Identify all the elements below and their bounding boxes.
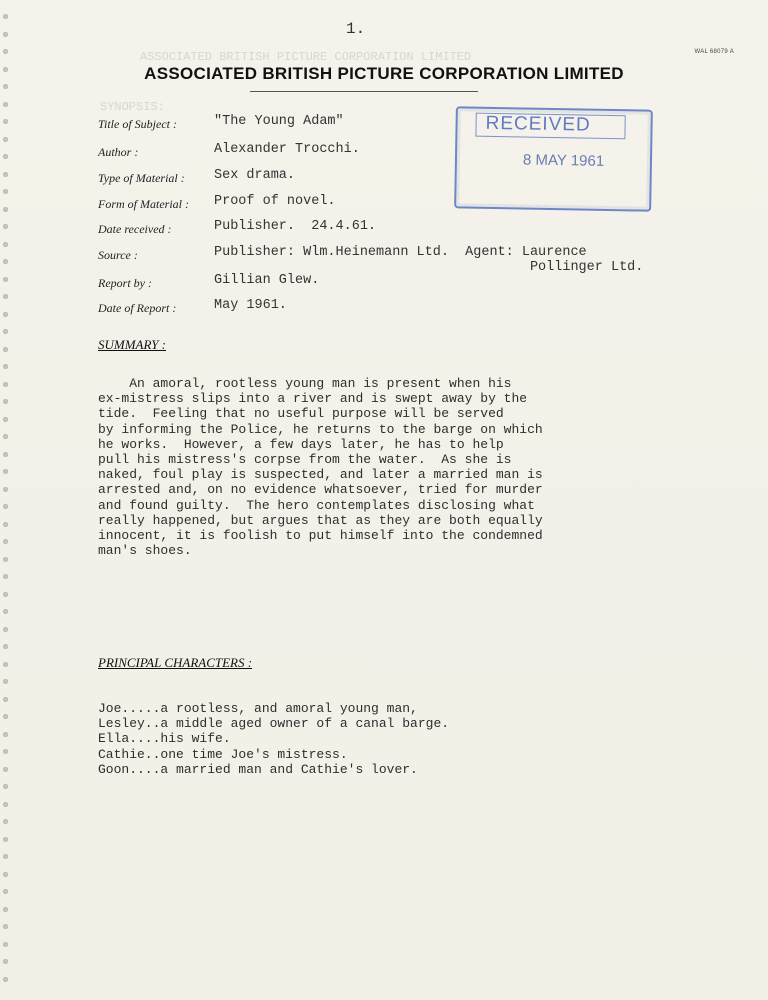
characters-heading: PRINCIPAL CHARACTERS :	[98, 655, 253, 670]
binder-hole	[3, 697, 8, 702]
field-label: Date of Report :	[98, 301, 177, 315]
binder-hole	[3, 399, 8, 404]
binder-hole	[3, 942, 8, 947]
binder-hole	[3, 819, 8, 824]
binder-hole	[3, 137, 8, 142]
company-heading: ASSOCIATED BRITISH PICTURE CORPORATION LIMITED	[144, 64, 624, 83]
field-label: Type of Material :	[98, 171, 185, 185]
field-value: Publisher: Wlm.Heinemann Ltd. Agent: Laurence Pollinger Ltd.	[214, 245, 644, 275]
characters-text: Joe.....a rootless, and amoral young man, Lesley..a middle aged owner of a canal barge. Ella....his wife. Cathie..one time Joe's mistress. Goon....a married man and Cathie's lover.	[98, 701, 450, 777]
binder-hole	[3, 259, 8, 264]
binder-hole	[3, 714, 8, 719]
binder-hole	[3, 119, 8, 124]
binder-hole	[3, 557, 8, 562]
binder-holes	[3, 14, 13, 994]
binder-hole	[3, 49, 8, 54]
field-value: Publisher. 24.4.61.	[214, 219, 377, 234]
binder-hole	[3, 522, 8, 527]
field-value: Sex drama.	[214, 168, 296, 183]
binder-hole	[3, 154, 8, 159]
binder-hole	[3, 487, 8, 492]
binder-hole	[3, 627, 8, 632]
binder-hole	[3, 347, 8, 352]
stamp-date: 8 MAY 1961	[522, 151, 605, 170]
binder-hole	[3, 959, 8, 964]
field-value: May 1961.	[214, 298, 287, 313]
stamp-title: RECEIVED	[485, 112, 591, 136]
binder-hole	[3, 84, 8, 89]
binder-hole	[3, 679, 8, 684]
binder-hole	[3, 574, 8, 579]
binder-hole	[3, 977, 8, 982]
field-date-received	[98, 217, 658, 239]
field-date-of-report	[98, 296, 658, 318]
binder-hole	[3, 312, 8, 317]
reverse-side-show-through: SYNOPSIS:	[100, 100, 165, 114]
binder-hole	[3, 504, 8, 509]
field-value: Proof of novel.	[214, 194, 336, 209]
binder-hole	[3, 837, 8, 842]
binder-hole	[3, 539, 8, 544]
binder-hole	[3, 224, 8, 229]
binder-hole	[3, 924, 8, 929]
field-label: Title of Subject :	[98, 117, 177, 131]
summary-heading: SUMMARY :	[98, 337, 167, 352]
page-number: 1.	[346, 20, 366, 38]
binder-hole	[3, 102, 8, 107]
binder-hole	[3, 854, 8, 859]
binder-hole	[3, 14, 8, 19]
binder-hole	[3, 172, 8, 177]
field-value: Alexander Trocchi.	[214, 142, 360, 157]
binder-hole	[3, 662, 8, 667]
field-label: Form of Material :	[98, 197, 189, 211]
field-label: Source :	[98, 248, 138, 262]
form-code: WAL 68079 A	[694, 49, 734, 55]
binder-hole	[3, 609, 8, 614]
field-label: Date received :	[98, 222, 172, 236]
binder-hole	[3, 767, 8, 772]
binder-hole	[3, 784, 8, 789]
binder-hole	[3, 889, 8, 894]
received-stamp	[454, 106, 653, 211]
binder-hole	[3, 382, 8, 387]
binder-hole	[3, 872, 8, 877]
binder-hole	[3, 189, 8, 194]
field-label: Report by :	[98, 276, 152, 290]
binder-hole	[3, 907, 8, 912]
binder-hole	[3, 802, 8, 807]
field-report-by	[98, 271, 658, 293]
binder-hole	[3, 277, 8, 282]
binder-hole	[3, 207, 8, 212]
binder-hole	[3, 434, 8, 439]
binder-hole	[3, 329, 8, 334]
field-label: Author :	[98, 145, 139, 159]
binder-hole	[3, 732, 8, 737]
binder-hole	[3, 32, 8, 37]
binder-hole	[3, 452, 8, 457]
binder-hole	[3, 469, 8, 474]
binder-hole	[3, 592, 8, 597]
binder-hole	[3, 242, 8, 247]
binder-hole	[3, 644, 8, 649]
binder-hole	[3, 417, 8, 422]
binder-hole	[3, 749, 8, 754]
field-value: "The Young Adam"	[214, 114, 344, 129]
summary-text: An amoral, rootless young man is present when his ex-mistress slips into a river and is swept away by the tide. Feeling that no useful purpose will be served by informing the Police, he returns to the barge on which he works. However, a few days later, he has to help pull his mistress's corpse from the water. As she is naked, foul play is suspected, and later a married man is arrested and, on no evidence whatsoever, tried for murder and found guilty. The hero contemplates disclosing what really happened, but argues that as they are both equally innocent, it is foolish to put himself into the condemned man's shoes.	[98, 376, 543, 559]
binder-hole	[3, 364, 8, 369]
binder-hole	[3, 294, 8, 299]
heading-rule	[250, 91, 478, 92]
field-value: Gillian Glew.	[214, 273, 320, 288]
reverse-side-show-through: ASSOCIATED BRITISH PICTURE CORPORATION LIMITED	[140, 50, 472, 64]
